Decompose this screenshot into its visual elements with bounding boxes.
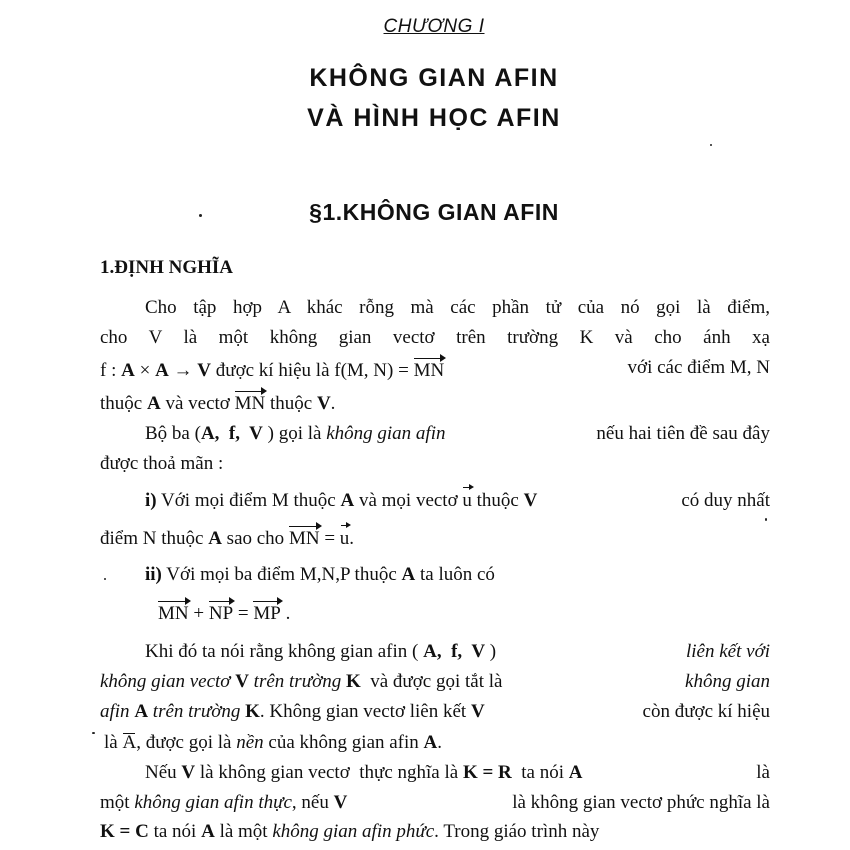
scan-speck	[765, 518, 767, 521]
axiom-2-formula: MN + NP = MP .	[158, 603, 291, 624]
axiom-1-line-1: i) Với mọi điểm M thuộc A và mọi vectơ u thuộc V có duy nhất	[145, 490, 770, 511]
scan-speck	[104, 578, 106, 580]
axiom-2-line-1: ii) Với mọi ba điểm M,N,P thuộc A ta luôn có	[145, 564, 495, 585]
para1-line-2: cho V là một không gian vectơ trên trường K và cho ánh xạ	[100, 327, 770, 348]
vector-mn: MN	[234, 393, 266, 414]
para4-line-2: một không gian afin thực, nếu V là không gian vectơ phức nghĩa là	[100, 792, 770, 813]
vector-mp: MP	[253, 603, 281, 624]
axiom-1-line-2: điểm N thuộc A sao cho MN = u.	[100, 528, 355, 549]
para1-line-4: thuộc A và vectơ MN thuộc V.	[100, 393, 336, 414]
vector-mn: MN	[413, 360, 445, 381]
para1-line-1: Cho tập hợp A khác rỗng mà các phần tử của nó gọi là điểm,	[145, 297, 770, 318]
vector-u: u	[339, 528, 350, 549]
vector-mn: MN	[158, 603, 189, 624]
section-title: §1.KHÔNG GIAN AFIN	[309, 199, 559, 225]
para2-line-1: Bộ ba (A, f, V ) gọi là không gian afin nếu hai tiên đề sau đây	[145, 423, 770, 444]
scan-speck	[710, 144, 712, 146]
para4-line-3: K = C ta nói A là một không gian afin phức. Trong giáo trình này	[100, 821, 600, 842]
subheading-definition: 1.ĐỊNH NGHĨA	[100, 257, 234, 278]
para3-line-3: afin A trên trường K. Không gian vectơ liên kết V còn được kí hiệu	[100, 701, 770, 722]
para4-line-1: Nếu V là không gian vectơ thực nghĩa là K = R ta nói A là	[145, 762, 770, 783]
chapter-title-line-1: KHÔNG GIAN AFIN	[309, 64, 559, 92]
para3-line-1: Khi đó ta nói rằng không gian afin ( A, f, V ) liên kết với	[145, 641, 770, 662]
para3-line-4: là A, được gọi là nền của không gian afin A.	[104, 732, 443, 753]
para2-line-2: được thoả mãn :	[100, 453, 224, 474]
a-bar-symbol: A	[122, 732, 137, 753]
scan-speck	[92, 732, 95, 734]
chapter-label: CHƯƠNG I	[383, 16, 485, 37]
vector-mn: MN	[288, 528, 320, 549]
vector-np: NP	[208, 603, 234, 624]
chapter-title-line-2: VÀ HÌNH HỌC AFIN	[307, 104, 561, 132]
scan-speck	[199, 214, 202, 217]
para1-line-3: f : A × A → V được kí hiệu là f(M, N) = MN với các điểm M, N	[100, 357, 770, 381]
para3-line-2: không gian vectơ V trên trường K và được gọi tắt là không gian	[100, 671, 770, 692]
vector-u: u	[462, 490, 472, 511]
